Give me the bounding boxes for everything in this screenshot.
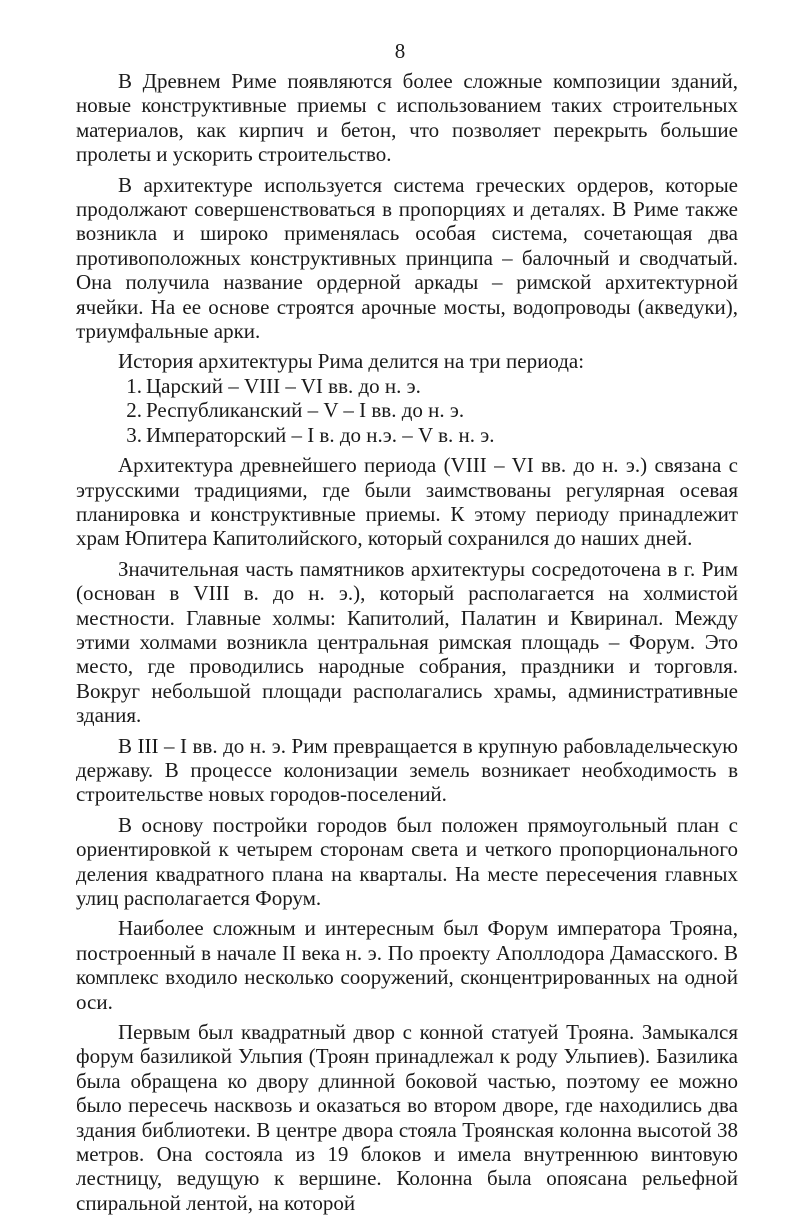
list-item [76,423,738,447]
list-item-text: Республиканский – V – I вв. до н. э. [146,398,465,423]
page-number: 8 [394,39,406,63]
paragraph-rome-monuments: Значительная часть памятников архитектуры сосредоточена в г. Рим (основан в VIII в. до н. э.), который располагается на холмистой местности. Главные холмы: Капитолий, Палатин и Квиринал. Между этими холмами возникла центральная римская площадь – Форум. Это место, где проводились народные собрания, праздники и торговля. Вокруг небольшой площади располагались храмы, административные здания. [76,556,738,728]
list-item-number: 1. [126,373,142,398]
paragraph-greek-orders: В архитектуре используется система греческих ордеров, которые продолжают совершенствоваться в пропорциях и деталях. В Риме также возникла и широко применялась особая система, сочетающая два противоположных конструктивных принципа – балочный и сводчатый. Она получила название ордерной аркады – римской архитектурной ячейки. На ее основе строятся арочные мосты, водопроводы (акведуки), триумфальные арки. [76,172,738,344]
paragraph-rome-composition: В Древнем Риме появляются более сложные композиции зданий, новые конструктивные приемы с использованием таких строительных материалов, как кирпич и бетон, что позволяет перекрыть большие пролеты и ускорить строительство. [76,69,738,167]
paragraph-periods-intro: История архитектуры Рима делится на три периода: [118,349,585,374]
list-item [76,374,738,398]
periods-list [76,374,738,447]
body-text [76,69,738,1221]
paragraph-forum-description: Первым был квадратный двор с конной статуей Трояна. Замыкался форум базиликой Ульпия (Троян принадлежал к роду Ульпиев). Базилика была обращена ко двору длинной боковой частью, поэтому ее можно было пересечь насквозь и оказаться во втором дворе, где находились два здания библиотеки. В центре двора стояла Троянская колонна высотой 38 метров. Она состояла из 19 блоков и имела внутреннюю винтовую лестницу, ведущую к вершине. Колонна была опоясана рельефной спиральной лентой, на которой [76,1020,738,1215]
list-item-number: 2. [126,398,142,423]
list-item-text: Императорский – I в. до н.э. – V в. н. э. [146,422,495,447]
paragraph-trajan-forum: Наиболее сложным и интересным был Форум императора Трояна, построенный в начале II века н. э. По проекту Аполлодора Дамасского. В комплекс входило несколько сооружений, сконцентрированных на одной оси. [76,916,738,1014]
paragraph-earliest-period: Архитектура древнейшего периода (VIII – VI вв. до н. э.) связана с этрусскими традициями, где были заимствованы регулярная осевая планировка и конструктивные приемы. К этому периоду принадлежит храм Юпитера Капитолийского, который сохранился до наших дней. [76,453,738,551]
paragraph-colonization: В III – I вв. до н. э. Рим превращается в крупную рабовладельческую державу. В процессе колонизации земель возникает необходимость в строительстве новых городов-поселений. [76,733,738,807]
list-item [76,398,738,422]
paragraph-city-plan: В основу постройки городов был положен прямоугольный план с ориентировкой к четырем сторонам света и четкого пропорционального деления квадратного плана на кварталы. На месте пересечения главных улиц располагается Форум. [76,812,738,910]
list-item-number: 3. [126,422,142,447]
list-item-text: Царский – VIII – VI вв. до н. э. [146,373,421,398]
